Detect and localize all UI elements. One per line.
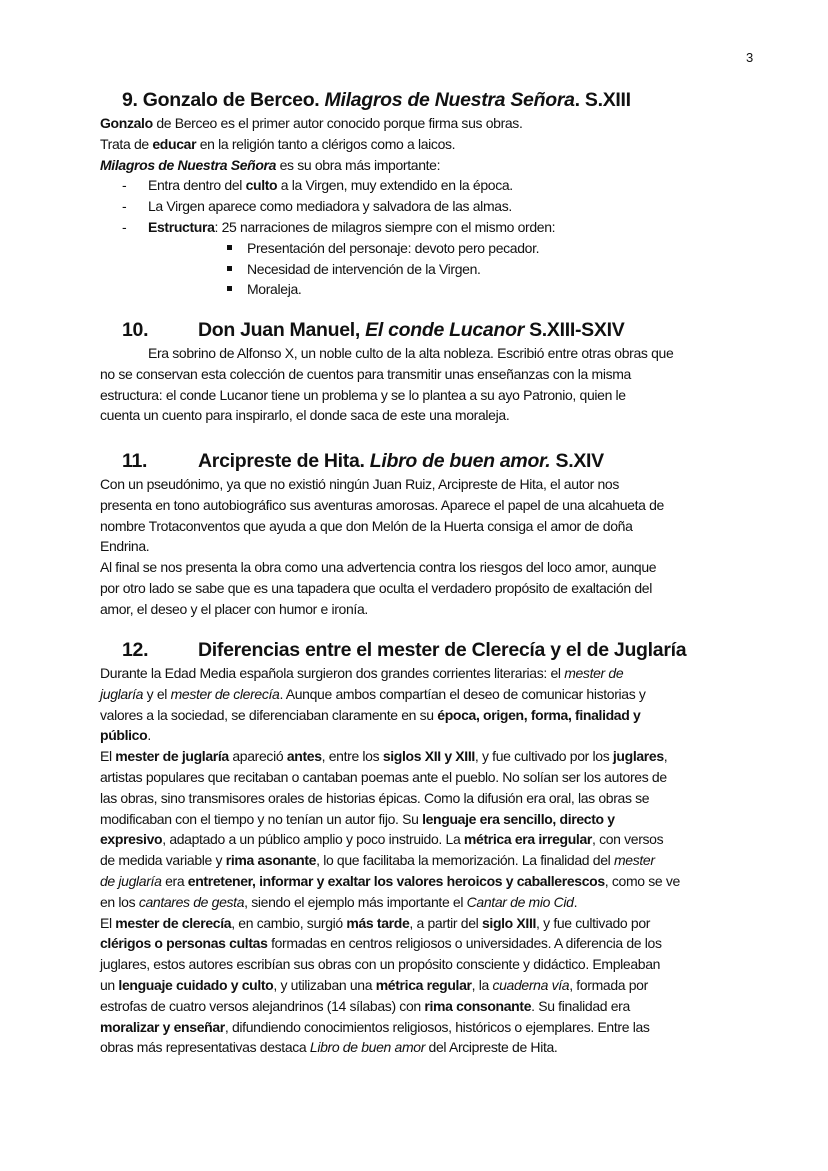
text-run: , difundiendo conocimientos religiosos, históricos o ejemplares. Entre las: [224, 1018, 650, 1035]
emphasis-text: lenguaje cuidado y culto: [118, 976, 274, 993]
dash-bullet-icon: -: [122, 218, 127, 235]
paragraph-line: [100, 954, 780, 975]
text-run: cuenta un cuento para inspirarlo, el donde saca de este una moraleja.: [100, 407, 510, 424]
emphasis-text: clérigos o personas cultas: [100, 935, 268, 952]
list-item-text: [247, 238, 539, 259]
section-title: [198, 317, 624, 343]
text-run: a la Virgen, muy extendido en la época.: [277, 177, 513, 194]
paragraph-line: [100, 975, 780, 996]
text-run: , la: [471, 976, 493, 993]
text-run: El: [100, 748, 116, 765]
paragraph-line: [100, 599, 780, 620]
dash-list-item: [100, 196, 780, 217]
text-run: era: [161, 872, 188, 889]
dash-list-item: [100, 217, 780, 238]
paragraph-line: [100, 343, 780, 364]
emphasis-text: más tarde: [346, 914, 410, 931]
emphasis-text: métrica era irregular: [463, 831, 592, 848]
emphasis-text: cuaderna vía: [492, 976, 570, 993]
emphasis-text: Milagros de Nuestra Señora: [100, 156, 277, 173]
emphasis-text: S.XIII-SXIV: [523, 319, 625, 341]
text-run: modificaban con el tiempo y no tenían un autor fijo. Su: [100, 810, 423, 827]
text-run: no se conservan esta colección de cuentos para transmitir unas enseñanzas con la misma: [100, 365, 631, 382]
section-number: 11.: [122, 450, 148, 472]
emphasis-text: época, origen, forma, finalidad y: [437, 706, 641, 723]
text-run: apareció: [228, 748, 287, 765]
text-run: Al final se nos presenta la obra como una advertencia contra los riesgos del loco amor, aunque: [100, 559, 657, 576]
emphasis-text: Estructura: [148, 218, 215, 235]
text-run: Entra dentro del: [148, 177, 246, 194]
text-run: juglares, estos autores escribían sus obras con un propósito consciente y didáctico. Empleaban: [100, 956, 661, 973]
section-11-arcipreste: [100, 448, 780, 620]
text-run: es su obra más importante:: [276, 156, 441, 173]
text-run: .: [147, 727, 151, 744]
paragraph-line: [100, 1017, 780, 1038]
emphasis-text: Milagros de Nuestra Señora: [324, 89, 575, 111]
text-run: Endrina.: [100, 538, 150, 555]
text-run: Trata de: [100, 135, 153, 152]
paragraph-line: [100, 474, 780, 495]
emphasis-text: Libro de buen amor.: [369, 450, 551, 472]
emphasis-text: juglares: [612, 748, 664, 765]
emphasis-text: de juglaría: [100, 872, 162, 889]
square-list-item: [100, 259, 780, 280]
paragraph-line: [100, 385, 780, 406]
emphasis-text: público: [100, 727, 148, 744]
text-run: Con un pseudónimo, ya que no existió ningún Juan Ruiz, Arcipreste de Hita, el autor nos: [100, 476, 619, 492]
emphasis-text: rima asonante: [225, 852, 317, 869]
page-number: 3: [746, 50, 754, 65]
emphasis-text: antes: [286, 748, 322, 765]
paragraph-line: [100, 913, 780, 934]
paragraph-line: [100, 364, 780, 385]
text-run: Presentación del personaje: devoto pero pecador.: [247, 239, 540, 256]
text-run: las obras, sino transmisores orales de historias épicas. Como la difusión era oral, las obras se: [100, 789, 650, 806]
paragraph-line: [100, 996, 780, 1017]
section-12-mester: [100, 637, 780, 1058]
paragraph-line: [100, 933, 780, 954]
section-heading: [100, 87, 780, 113]
emphasis-text: siglo XIII: [481, 914, 537, 931]
paragraph-line: [100, 1037, 780, 1058]
paragraph-line: [100, 134, 780, 155]
text-run: , y fue cultivado por: [536, 914, 651, 931]
paragraph-line: [100, 767, 780, 788]
emphasis-text: mester de clerecía: [115, 914, 232, 931]
paragraph-line: [100, 113, 780, 134]
text-run: de medida variable y: [100, 852, 226, 869]
paragraph-line: [100, 536, 780, 557]
emphasis-text: Arcipreste de Hita.: [198, 450, 370, 472]
text-run: artistas populares que recitaban o cantaban poemas ante el pueblo. No solían ser los autores de: [100, 768, 667, 785]
paragraph-line: [100, 850, 780, 871]
paragraph-line: [100, 829, 780, 850]
section-title: [198, 448, 604, 474]
emphasis-text: métrica regular: [375, 976, 472, 993]
text-run: , en cambio, surgió: [231, 914, 347, 931]
section-title: [122, 87, 631, 113]
emphasis-text: moralizar y enseñar: [100, 1018, 225, 1035]
list-item-text: [148, 196, 512, 217]
emphasis-text: culto: [245, 177, 278, 194]
emphasis-text: S.XIV: [550, 450, 604, 472]
emphasis-text: . S.XIII: [574, 89, 631, 111]
list-item-text: [247, 279, 301, 300]
paragraph-line: [100, 495, 780, 516]
text-run: obras más representativas destaca: [100, 1039, 310, 1056]
section-number: 10.: [122, 319, 149, 341]
list-item-text: [148, 175, 513, 196]
emphasis-text: Don Juan Manuel,: [198, 319, 366, 341]
text-run: : 25 narraciones de milagros siempre con el mismo orden:: [214, 218, 556, 235]
text-run: por otro lado se sabe que es una tapadera que oculta el verdadero propósito de exaltación del: [100, 579, 652, 596]
text-run: , adaptado a un público amplio y poco instruido. La: [162, 831, 464, 848]
emphasis-text: Gonzalo: [100, 115, 153, 131]
section-9-berceo: [100, 87, 780, 300]
emphasis-text: rima consonante: [424, 997, 532, 1014]
text-run: , lo que facilitaba la memorización. La finalidad del: [316, 852, 614, 869]
section-heading: [100, 317, 780, 343]
text-run: , a partir del: [409, 914, 482, 931]
section-heading: [100, 637, 780, 663]
paragraph-line: [100, 809, 780, 830]
text-run: , y fue cultivado por los: [474, 748, 613, 765]
paragraph-line: [100, 892, 780, 913]
paragraph-line: [100, 684, 780, 705]
text-run: en la religión tanto a clérigos como a laicos.: [196, 135, 456, 152]
text-run: formadas en centros religiosos o universidades. A diferencia de los: [267, 935, 662, 952]
list-item-text: [148, 217, 555, 238]
square-list-item: [100, 238, 780, 259]
emphasis-text: juglaría: [100, 685, 144, 702]
emphasis-text: 9. Gonzalo de Berceo.: [122, 89, 325, 111]
emphasis-text: El conde Lucanor: [365, 319, 524, 341]
emphasis-text: Cantar de mio Cid: [466, 893, 574, 910]
paragraph-line: [100, 663, 780, 684]
text-run: . Su finalidad era: [531, 997, 630, 1014]
emphasis-text: lenguaje era sencillo, directo y: [422, 810, 615, 827]
section-number: 12.: [122, 639, 149, 661]
emphasis-text: expresivo: [100, 831, 163, 848]
paragraph-line: [100, 725, 780, 746]
text-run: y el: [143, 685, 171, 702]
text-run: , formada por: [569, 976, 648, 993]
text-run: , entre los: [321, 748, 383, 765]
text-run: Durante la Edad Media española surgieron dos grandes corrientes literarias: el: [100, 665, 565, 681]
emphasis-text: cantares de gesta: [138, 893, 245, 910]
square-bullet-icon: [227, 245, 232, 250]
paragraph-line: [100, 155, 780, 176]
section-heading: [100, 448, 780, 474]
paragraph-line: [100, 746, 780, 767]
text-run: presenta en tono autobiográfico sus aventuras amorosas. Aparece el papel de una alcahueta de: [100, 496, 664, 513]
text-run: , como se ve: [604, 872, 680, 889]
text-run: El: [100, 914, 116, 931]
dash-bullet-icon: -: [122, 198, 127, 215]
text-run: del Arcipreste de Hita.: [425, 1039, 558, 1056]
emphasis-text: siglos XII y XIII: [382, 748, 475, 765]
section-10-juan-manuel: [100, 317, 780, 426]
text-run: Necesidad de intervención de la Virgen.: [247, 260, 481, 277]
text-run: amor, el deseo y el placer con humor e ironía.: [100, 600, 368, 617]
paragraph-line: [100, 557, 780, 578]
text-run: ,: [663, 748, 668, 765]
emphasis-text: mester de clerecía: [170, 685, 280, 702]
text-run: estructura: el conde Lucanor tiene un problema y se lo plantea a su ayo Patronio, quien le: [100, 386, 626, 403]
text-run: , con versos: [591, 831, 664, 848]
text-run: de Berceo es el primer autor conocido porque firma sus obras.: [152, 115, 523, 131]
text-run: nombre Trotaconventos que ayuda a que don Melón de la Huerta consiga el amor de doña: [100, 517, 633, 534]
text-run: Moraleja.: [247, 281, 302, 298]
emphasis-text: entretener, informar y exaltar los valores heroicos y caballerescos: [187, 872, 605, 889]
paragraph-line: [100, 516, 780, 537]
text-run: estrofas de cuatro versos alejandrinos (14 sílabas) con: [100, 997, 425, 1014]
dash-list-item: [100, 175, 780, 196]
text-run: Era sobrino de Alfonso X, un noble culto de la alta nobleza. Escribió entre otras obras que: [148, 345, 674, 361]
paragraph-line: [100, 705, 780, 726]
square-list-item: [100, 279, 780, 300]
section-title: [198, 637, 686, 663]
list-item-text: [247, 259, 481, 280]
emphasis-text: Diferencias entre el mester de Clerecía y el de Juglaría: [198, 639, 687, 661]
emphasis-text: mester de: [564, 665, 624, 681]
emphasis-text: educar: [152, 135, 197, 152]
square-bullet-icon: [227, 266, 232, 271]
text-run: La Virgen aparece como mediadora y salvadora de las almas.: [148, 198, 512, 215]
text-run: . Aunque ambos compartían el deseo de comunicar historias y: [279, 685, 646, 702]
text-run: .: [573, 893, 578, 910]
dash-bullet-icon: -: [122, 177, 127, 194]
text-run: , siendo el ejemplo más importante el: [244, 893, 467, 910]
emphasis-text: mester de juglaría: [115, 748, 229, 765]
emphasis-text: Libro de buen amor: [309, 1039, 426, 1056]
text-run: , y utilizaban una: [273, 976, 376, 993]
paragraph-line: [100, 405, 780, 426]
paragraph-line: [100, 788, 780, 809]
paragraph-line: [100, 578, 780, 599]
paragraph-line: [100, 871, 780, 892]
square-bullet-icon: [227, 286, 232, 291]
text-run: en los: [100, 893, 139, 910]
text-run: valores a la sociedad, se diferenciaban claramente en su: [100, 706, 438, 723]
text-run: un: [100, 976, 119, 993]
emphasis-text: mester: [613, 852, 655, 869]
